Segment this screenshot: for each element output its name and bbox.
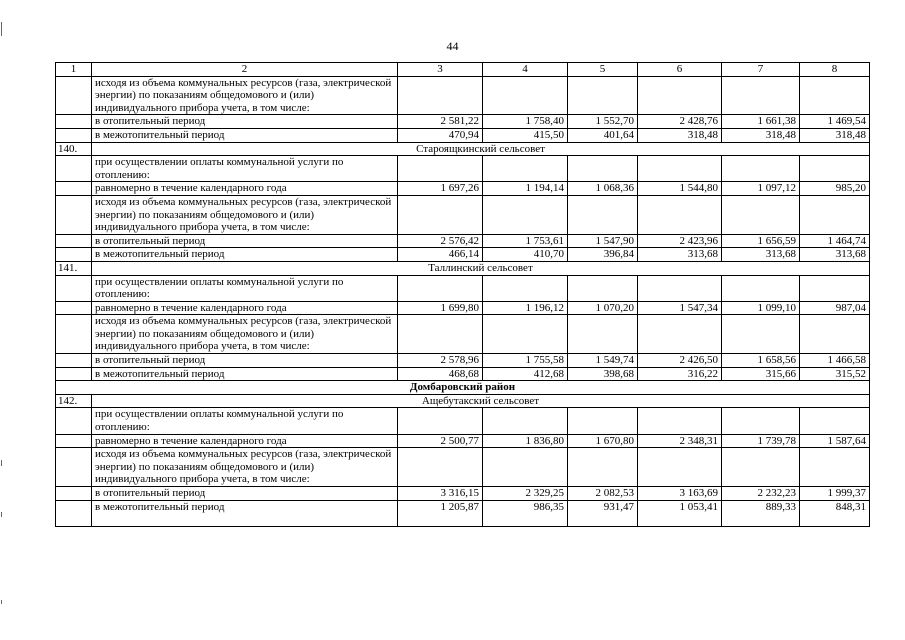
tariff-value: 1 670,80	[568, 434, 638, 448]
empty-cell	[568, 315, 638, 354]
empty-cell	[722, 76, 800, 115]
row-label: в отопительный период	[92, 115, 398, 129]
empty-cell	[483, 76, 568, 115]
description-row	[56, 275, 870, 301]
empty-cell	[568, 76, 638, 115]
row-label: в отопительный период	[92, 354, 398, 368]
tariff-value: 470,94	[398, 128, 483, 142]
tariff-value: 1 097,12	[722, 182, 800, 196]
row-description: при осуществлении оплаты коммунальной услуги по отоплению:	[92, 275, 398, 301]
empty-cell	[722, 275, 800, 301]
row-label: в межотопительный период	[92, 248, 398, 262]
settlement-row	[56, 142, 870, 156]
row-label: в отопительный период	[92, 234, 398, 248]
settlement-row	[56, 261, 870, 275]
empty-cell	[722, 448, 800, 487]
tariff-value: 401,64	[568, 128, 638, 142]
column-number-5: 5	[568, 63, 638, 77]
tariff-value: 1 547,34	[638, 301, 722, 315]
description-row	[56, 195, 870, 234]
row-description: исходя из объема коммунальных ресурсов (газа, электрической энергии) по показаниям общедомового и (или) индивидуального прибора учета, в том числе:	[92, 315, 398, 354]
district-name: Домбаровский район	[56, 381, 870, 395]
empty-cell	[398, 156, 483, 182]
district-row	[56, 381, 870, 395]
tariff-value: 2 423,96	[638, 234, 722, 248]
tariff-value: 1 552,70	[568, 115, 638, 129]
tariff-value: 2 348,31	[638, 434, 722, 448]
empty-cell	[638, 275, 722, 301]
row-label: в межотопительный период	[92, 128, 398, 142]
description-row	[56, 315, 870, 354]
tariff-value: 931,47	[568, 500, 638, 526]
empty-cell	[638, 408, 722, 434]
settlement-row	[56, 394, 870, 408]
table-row	[56, 434, 870, 448]
settlement-number: 140.	[56, 142, 92, 156]
empty-cell	[56, 195, 92, 234]
tariff-value: 889,33	[722, 500, 800, 526]
empty-cell	[56, 301, 92, 315]
tariff-value: 313,68	[722, 248, 800, 262]
settlement-number: 142.	[56, 394, 92, 408]
column-number-8: 8	[800, 63, 870, 77]
empty-cell	[568, 448, 638, 487]
tariff-value: 1 758,40	[483, 115, 568, 129]
header-row	[56, 63, 870, 77]
tariff-value: 1 697,26	[398, 182, 483, 196]
tariff-value: 3 163,69	[638, 487, 722, 501]
tariff-value: 987,04	[800, 301, 870, 315]
table-row	[56, 354, 870, 368]
tariff-value: 2 232,23	[722, 487, 800, 501]
tariff-value: 315,66	[722, 367, 800, 381]
empty-cell	[398, 315, 483, 354]
tariff-value: 1 053,41	[638, 500, 722, 526]
row-label: равномерно в течение календарного года	[92, 182, 398, 196]
empty-cell	[483, 315, 568, 354]
empty-cell	[56, 248, 92, 262]
column-number-2: 2	[92, 63, 398, 77]
tariff-value: 1 661,38	[722, 115, 800, 129]
empty-cell	[398, 275, 483, 301]
tariff-value: 313,68	[800, 248, 870, 262]
tariff-value: 985,20	[800, 182, 870, 196]
tariff-value: 3 316,15	[398, 487, 483, 501]
tariff-value: 313,68	[638, 248, 722, 262]
description-row	[56, 156, 870, 182]
tariff-value: 1 547,90	[568, 234, 638, 248]
empty-cell	[483, 195, 568, 234]
row-label: в межотопительный период	[92, 500, 398, 526]
tariff-value: 1 544,80	[638, 182, 722, 196]
empty-cell	[483, 408, 568, 434]
scan-mark	[1, 22, 2, 36]
row-description: при осуществлении оплаты коммунальной услуги по отоплению:	[92, 408, 398, 434]
tariff-value: 1 755,58	[483, 354, 568, 368]
empty-cell	[568, 408, 638, 434]
column-number-6: 6	[638, 63, 722, 77]
tariff-value: 1 549,74	[568, 354, 638, 368]
empty-cell	[638, 315, 722, 354]
empty-cell	[800, 408, 870, 434]
page-number: 44	[446, 39, 459, 53]
empty-cell	[56, 448, 92, 487]
tariff-value: 1 099,10	[722, 301, 800, 315]
empty-cell	[398, 195, 483, 234]
empty-cell	[722, 408, 800, 434]
tariff-value: 1 466,58	[800, 354, 870, 368]
tariff-value: 1 699,80	[398, 301, 483, 315]
empty-cell	[56, 182, 92, 196]
tariff-value: 1 739,78	[722, 434, 800, 448]
empty-cell	[722, 156, 800, 182]
empty-cell	[638, 195, 722, 234]
tariff-value: 1 587,64	[800, 434, 870, 448]
empty-cell	[638, 76, 722, 115]
tariff-value: 1 753,61	[483, 234, 568, 248]
row-label: в межотопительный период	[92, 367, 398, 381]
empty-cell	[722, 315, 800, 354]
tariff-value: 2 578,96	[398, 354, 483, 368]
table-row	[56, 367, 870, 381]
tariff-value: 398,68	[568, 367, 638, 381]
empty-cell	[568, 156, 638, 182]
settlement-name: Таллинский сельсовет	[92, 261, 870, 275]
tariff-value: 1 658,56	[722, 354, 800, 368]
tariff-value: 2 428,76	[638, 115, 722, 129]
tariff-value: 1 205,87	[398, 500, 483, 526]
description-row	[56, 408, 870, 434]
column-number-3: 3	[398, 63, 483, 77]
table-row	[56, 500, 870, 526]
empty-cell	[56, 275, 92, 301]
settlement-name: Староящкинский сельсовет	[92, 142, 870, 156]
row-label: равномерно в течение календарного года	[92, 301, 398, 315]
empty-cell	[56, 315, 92, 354]
table-row	[56, 128, 870, 142]
tariff-value: 412,68	[483, 367, 568, 381]
column-number-4: 4	[483, 63, 568, 77]
empty-cell	[56, 434, 92, 448]
tariff-value: 1 068,36	[568, 182, 638, 196]
row-description: исходя из объема коммунальных ресурсов (газа, электрической энергии) по показаниям общедомового и (или) индивидуального прибора учета, в том числе:	[92, 195, 398, 234]
table-row	[56, 234, 870, 248]
empty-cell	[800, 156, 870, 182]
empty-cell	[800, 448, 870, 487]
empty-cell	[56, 115, 92, 129]
table-body	[56, 63, 870, 527]
empty-cell	[398, 76, 483, 115]
empty-cell	[483, 275, 568, 301]
tariff-value: 1 464,74	[800, 234, 870, 248]
tariff-value: 1 194,14	[483, 182, 568, 196]
tariff-value: 986,35	[483, 500, 568, 526]
empty-cell	[56, 76, 92, 115]
empty-cell	[638, 156, 722, 182]
column-number-1: 1	[56, 63, 92, 77]
tariff-value: 1 656,59	[722, 234, 800, 248]
empty-cell	[568, 275, 638, 301]
tariff-value: 466,14	[398, 248, 483, 262]
tariff-value: 2 576,42	[398, 234, 483, 248]
empty-cell	[398, 408, 483, 434]
table-row	[56, 248, 870, 262]
empty-cell	[56, 354, 92, 368]
row-description: исходя из объема коммунальных ресурсов (газа, электрической энергии) по показаниям общедомового и (или) индивидуального прибора учета, в том числе:	[92, 76, 398, 115]
empty-cell	[800, 275, 870, 301]
table-row	[56, 182, 870, 196]
empty-cell	[56, 234, 92, 248]
tariff-value: 468,68	[398, 367, 483, 381]
tariff-value: 318,48	[638, 128, 722, 142]
table-row	[56, 115, 870, 129]
empty-cell	[56, 408, 92, 434]
tariff-value: 318,48	[722, 128, 800, 142]
row-description: исходя из объема коммунальных ресурсов (газа, электрической энергии) по показаниям общедомового и (или) индивидуального прибора учета, в том числе:	[92, 448, 398, 487]
table-row	[56, 487, 870, 501]
tariff-value: 415,50	[483, 128, 568, 142]
empty-cell	[56, 500, 92, 526]
tariff-value: 1 836,80	[483, 434, 568, 448]
empty-cell	[800, 195, 870, 234]
column-number-7: 7	[722, 63, 800, 77]
scan-mark	[1, 512, 2, 517]
settlement-number: 141.	[56, 261, 92, 275]
empty-cell	[638, 448, 722, 487]
tariff-value: 2 426,50	[638, 354, 722, 368]
empty-cell	[56, 128, 92, 142]
table-row	[56, 301, 870, 315]
empty-cell	[398, 448, 483, 487]
scan-mark	[1, 460, 2, 466]
tariff-value: 2 082,53	[568, 487, 638, 501]
tariff-value: 2 329,25	[483, 487, 568, 501]
empty-cell	[483, 156, 568, 182]
empty-cell	[800, 76, 870, 115]
tariff-value: 848,31	[800, 500, 870, 526]
tariff-value: 410,70	[483, 248, 568, 262]
tariff-value: 315,52	[800, 367, 870, 381]
empty-cell	[722, 195, 800, 234]
description-row	[56, 448, 870, 487]
tariff-table	[55, 62, 870, 527]
tariff-value: 396,84	[568, 248, 638, 262]
tariff-value: 1 469,54	[800, 115, 870, 129]
scan-mark	[1, 600, 2, 604]
row-label: в отопительный период	[92, 487, 398, 501]
tariff-value: 1 999,37	[800, 487, 870, 501]
row-label: равномерно в течение календарного года	[92, 434, 398, 448]
tariff-value: 2 500,77	[398, 434, 483, 448]
empty-cell	[483, 448, 568, 487]
tariff-value: 318,48	[800, 128, 870, 142]
settlement-name: Ащебутакский сельсовет	[92, 394, 870, 408]
tariff-value: 1 196,12	[483, 301, 568, 315]
tariff-value: 316,22	[638, 367, 722, 381]
empty-cell	[56, 156, 92, 182]
row-description: при осуществлении оплаты коммунальной услуги по отоплению:	[92, 156, 398, 182]
empty-cell	[56, 367, 92, 381]
empty-cell	[56, 487, 92, 501]
empty-cell	[568, 195, 638, 234]
tariff-value: 2 581,22	[398, 115, 483, 129]
tariff-value: 1 070,20	[568, 301, 638, 315]
empty-cell	[800, 315, 870, 354]
description-row	[56, 76, 870, 115]
